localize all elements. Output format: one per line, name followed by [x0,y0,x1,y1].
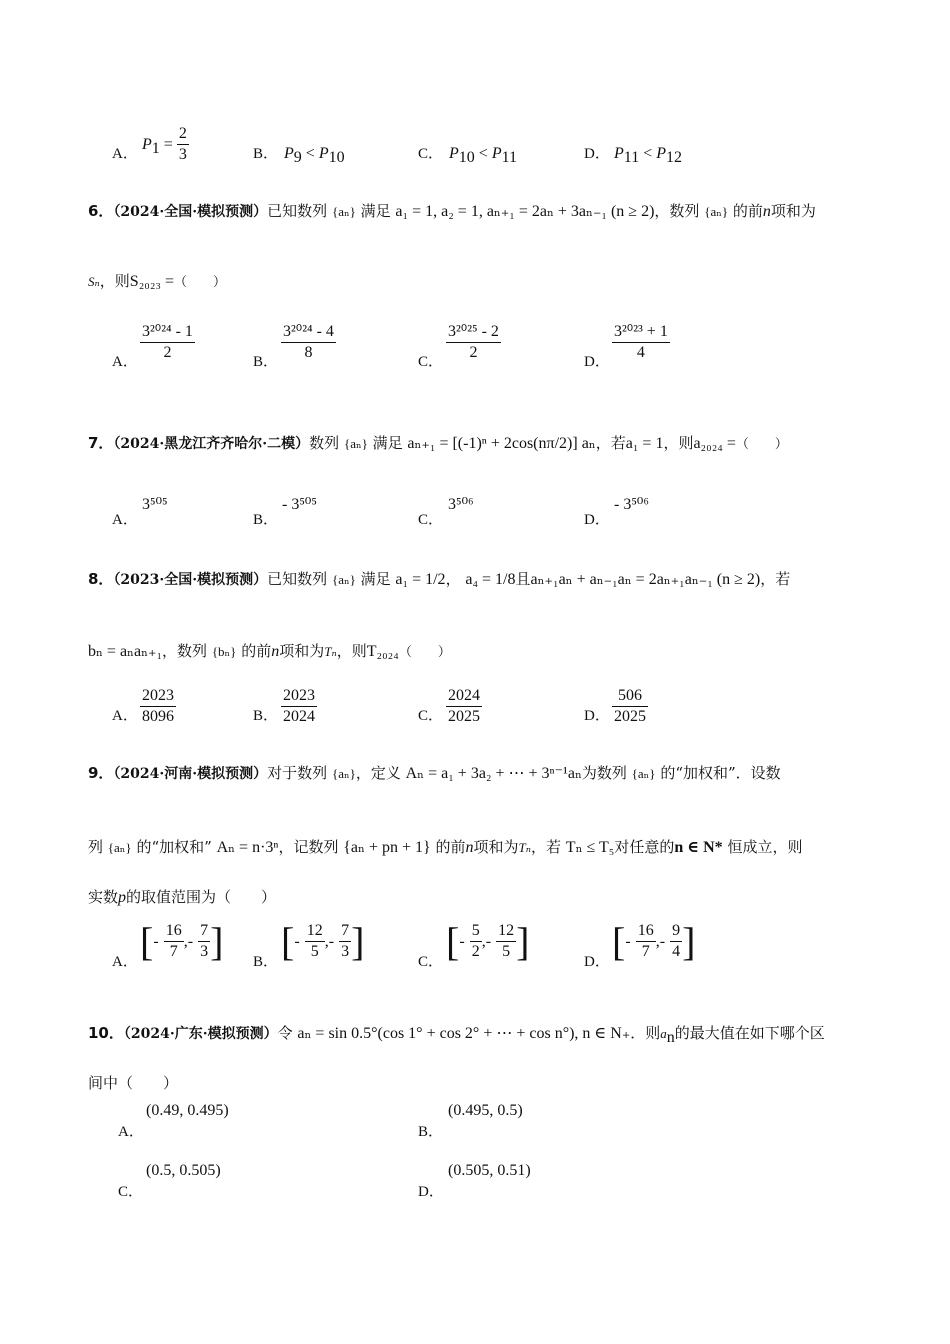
q9-tn: Tₙ [518,840,531,855]
q9-option-a-a-den: 7 [169,943,178,960]
q8-seq-b: {bₙ} [211,644,237,659]
q10-option-a: (0.49, 0.495) [146,1102,229,1119]
q5-option-c-label: C． [418,146,444,162]
q10-option-b: (0.495, 0.5) [448,1102,523,1119]
q9-text10: ，若 [531,838,562,856]
q9-option-a-label: A． [112,954,138,970]
q7-option-a-label: A． [112,512,138,528]
q8-text8: ，则 [336,642,367,660]
q9-def: Aₙ = a₁ + 3a₂ + ⋯ + 3ⁿ⁻¹aₙ [405,765,582,782]
q9-option-a: [- $\frac{16}{7}$ ,- $\frac{7}{3}$ ] [140,919,224,964]
q6-text3: ，数列 [654,202,700,220]
q9-text1: 对于数列 [267,764,328,782]
q9-text13: 实数 [88,888,119,906]
q9-option-a-b-num: 7 [198,921,210,942]
q6-ask: S₂₀₂₃ = [129,273,175,290]
q9-stem-line2 [88,836,802,857]
q10-text4: 间中（ ） [88,1074,179,1092]
q9-option-d-a-num: 16 [636,921,656,942]
q6-option-d-label: D． [584,354,610,370]
q10-number: 10． [88,1024,124,1042]
q7-option-b-label: B． [253,512,279,528]
q9-option-d-b-den: 4 [672,943,681,960]
q9-p: p [118,889,127,906]
q7-option-b: - 3⁵⁰⁵ [282,496,317,513]
q9-seq-3: {aₙ} [107,840,132,855]
q7-text3: ，若 [595,434,626,452]
q10-option-d: (0.505, 0.51) [448,1162,531,1179]
q9-seq-2: {aₙ} [631,766,656,781]
q8-text2: 满足 [360,570,391,588]
q8-option-a [140,686,176,727]
q6-option-b-num: 3²⁰²⁴ - 4 [281,322,336,343]
q8-ask: T₂₀₂₄ [366,643,399,660]
q9-stem-line1 [88,762,781,783]
q10-option-d-label: D． [418,1184,444,1200]
q10-option-a-label: A． [118,1124,144,1140]
q6-stem-line1 [88,200,816,221]
q5-option-d: $P_{11} < P_{12}$ [614,145,682,167]
q8-option-b-label: B． [253,708,279,724]
q8-option-d-den: 2025 [614,708,646,725]
q8-n: n [271,643,280,660]
q8-a4: a₄ = 1/8 [465,571,516,588]
q9-option-b-a-den: 5 [310,943,319,960]
q9-seq2: {aₙ + pn + 1} [343,839,431,856]
q8-option-b-num: 2023 [281,686,317,707]
q6-option-b-den: 8 [304,344,313,361]
q9-option-b-label: B． [253,954,279,970]
q8-stem-line1: 8．（2023·全国·模拟预测）已知数列 {aₙ} 满足 a₁ = 1/2， a₄ = 1/8且aₙ₊₁aₙ + aₙ₋₁aₙ = 2aₙ₊₁aₙ₋₁ (n ≥ 2)，若 [88,570,791,588]
q9-stem-line3 [88,886,276,907]
q9-option-c: [- $\frac{5}{2}$ ,- $\frac{12}{5}$ ] [446,919,530,964]
q8-seq: {aₙ} [331,572,356,587]
q8-stem-line2 [88,640,451,661]
q10-text2: ．则 [630,1024,661,1042]
q10-formula: aₙ = sin 0.5°(cos 1° + cos 2° + ⋯ + cos n°), n ∈ N₊ [297,1025,631,1042]
q8-text7: 项和为 [279,642,325,660]
q5-option-d-label: D． [584,146,610,162]
q7-stem [88,432,788,453]
q7-seq: {aₙ} [343,436,368,451]
q9-text6: 的“加权和” [136,838,212,856]
q5-option-c: $P_{10} < P_{11}$ [449,145,517,167]
q7-option-d: - 3⁵⁰⁶ [614,496,649,513]
q7-text4: ，则 [663,434,694,452]
q9-an: Aₙ = n·3ⁿ [216,839,279,856]
q6-stem-line2 [88,270,226,291]
q8-bn: bₙ = aₙaₙ₊₁ [88,643,163,660]
q7-formula: aₙ₊₁ = [(-1)ⁿ + 2cos(nπ/2)] aₙ [407,435,596,452]
q6-seq: {aₙ} [331,204,356,219]
q10-option-c: (0.5, 0.505) [146,1162,221,1179]
q9-option-c-b-den: 5 [502,943,511,960]
q6-option-d-den: 4 [636,344,645,361]
q9-text9: 项和为 [473,838,519,856]
q9-text8: 的前 [435,838,466,856]
q8-text1: 已知数列 [267,570,328,588]
q6-text5: 项和为 [770,202,816,220]
q10-stem-line2 [88,1072,178,1093]
q9-ineq: Tₙ ≤ T₅ [565,839,615,856]
q7-paren: （ ） [735,437,788,452]
q6-option-c-label: C． [418,354,444,370]
q6-text6: ，则 [99,272,130,290]
q9-option-c-a-num: 5 [470,921,482,942]
q9-text14: 的取值范围为（ ） [126,888,277,906]
q7-number: 7． [88,434,114,452]
q8-option-d-label: D． [584,708,610,724]
q8-tn: Tₙ [324,644,337,659]
q9-option-c-label: C． [418,954,444,970]
q9-option-b: [- $\frac{12}{5}$ ,- $\frac{7}{3}$ ] [281,919,365,964]
q6-number: 6． [88,202,114,220]
q9-number: 9． [88,764,114,782]
q7-option-c-label: C． [418,512,444,528]
q9-text4: 的“加权和”．设数 [660,764,781,782]
q7-source: （2024·黑龙江齐齐哈尔·二模） [113,436,310,452]
q9-nset: n ∈ N* [674,839,723,856]
q8-text4: ，若 [760,570,791,588]
q8-option-b-den: 2024 [283,708,315,725]
q9-option-c-b-num: 12 [496,921,516,942]
q8-option-a-den: 8096 [142,708,174,725]
q7-text1: 数列 [309,434,340,452]
q9-option-b-a-num: 12 [305,921,325,942]
q6-text4: 的前 [732,202,763,220]
q6-option-d [612,322,670,363]
q7-a1: a₁ = 1 [625,435,664,452]
q6-option-a-num: 3²⁰²⁴ - 1 [140,322,195,343]
q6-text1: 已知数列 [267,202,328,220]
q9-text2: ，定义 [355,764,401,782]
q9-option-a-a-num: 16 [164,921,184,942]
q5-option-a: $P_1$ = $\frac{2}{3}$ [142,125,187,163]
q6-option-a-label: A． [112,354,138,370]
q8-number: 8． [88,570,114,588]
q8-paren: （ ） [398,645,451,660]
q9-option-c-a-den: 2 [471,943,480,960]
q8-a1: a₁ = 1/2 [395,571,446,588]
q6-text2: 满足 [360,202,391,220]
q10-option-b-label: B． [418,1124,444,1140]
q8-source: （2023·全国·模拟预测） [113,572,268,588]
q6-cond: a₁ = 1, a₂ = 1, aₙ₊₁ = 2aₙ + 3aₙ₋₁ (n ≥ 2) [395,203,655,220]
q7-option-c: 3⁵⁰⁶ [448,496,474,513]
q9-text11: 对任意的 [614,838,675,856]
q9-option-d-label: D． [584,954,610,970]
q8-option-d-num: 506 [612,686,648,707]
q6-paren: （ ） [174,275,227,290]
q8-text3: 且 [515,570,531,588]
q10-text3: 的最大值在如下哪个区 [674,1024,825,1042]
q6-option-a-den: 2 [163,344,172,361]
q9-seq: {aₙ} [331,766,356,781]
q9-option-b-b-den: 3 [341,943,350,960]
q9-source: （2024·河南·模拟预测） [113,766,268,782]
q8-option-c-num: 2024 [446,686,482,707]
q6-option-c-num: 3²⁰²⁵ - 2 [446,322,501,343]
q9-text7: ，记数列 [278,838,339,856]
q5-option-b-label: B． [253,146,279,162]
q7-text2: 满足 [372,434,403,452]
q6-option-d-num: 3²⁰²³ + 1 [612,322,670,343]
q8-text5: ，数列 [162,642,208,660]
q8-option-a-label: A． [112,708,138,724]
q8-text6: 的前 [241,642,272,660]
q6-option-a [140,322,195,363]
q9-option-d-b-num: 9 [670,921,682,942]
q9-option-b-b-num: 7 [339,921,351,942]
q8-option-d [612,686,648,727]
q6-option-c [446,322,501,363]
q9-n: n [465,839,474,856]
q9-text3: 为数列 [581,764,627,782]
q8-option-c-den: 2025 [448,708,480,725]
q6-option-b [281,322,336,363]
q9-option-d: [- $\frac{16}{7}$ ,- $\frac{9}{4}$ ] [612,919,696,964]
q8-option-b [281,686,317,727]
q8-option-c [446,686,482,727]
q7-option-d-label: D． [584,512,610,528]
q9-text12: 恒成立，则 [727,838,803,856]
q10-source: （2024·广东·模拟预测） [123,1026,278,1042]
q6-option-b-label: B． [253,354,279,370]
q9-option-d-a-den: 7 [641,943,650,960]
q9-text5: 列 [88,838,104,856]
q6-source: （2024·全国·模拟预测） [113,204,268,220]
q6-sn: Sₙ [88,274,100,289]
q5-option-a-label: A． [112,146,138,162]
q9-option-a-b-den: 3 [200,943,209,960]
q6-option-c-den: 2 [469,344,478,361]
q6-seq-2: {aₙ} [704,204,729,219]
q8-cond: aₙ₊₁aₙ + aₙ₋₁aₙ = 2aₙ₊₁aₙ₋₁ (n ≥ 2) [530,571,761,588]
q10-option-c-label: C． [118,1184,144,1200]
q7-option-a: 3⁵⁰⁵ [142,496,168,513]
q8-option-c-label: C． [418,708,444,724]
q5-option-b: $P_9 < P_{10}$ [284,145,345,167]
q10-text1: 令 [277,1024,293,1042]
q10-stem-line1: 10．（2024·广东·模拟预测）令 aₙ = sin 0.5°(cos 1° + cos 2° + ⋯ + cos n°), n ∈ N₊．则$a_n$的最大值在如下哪个区 [88,1024,825,1046]
q7-ask: a₂₀₂₄ = [693,435,736,452]
q6-n: n [762,203,771,220]
q8-option-a-num: 2023 [140,686,176,707]
